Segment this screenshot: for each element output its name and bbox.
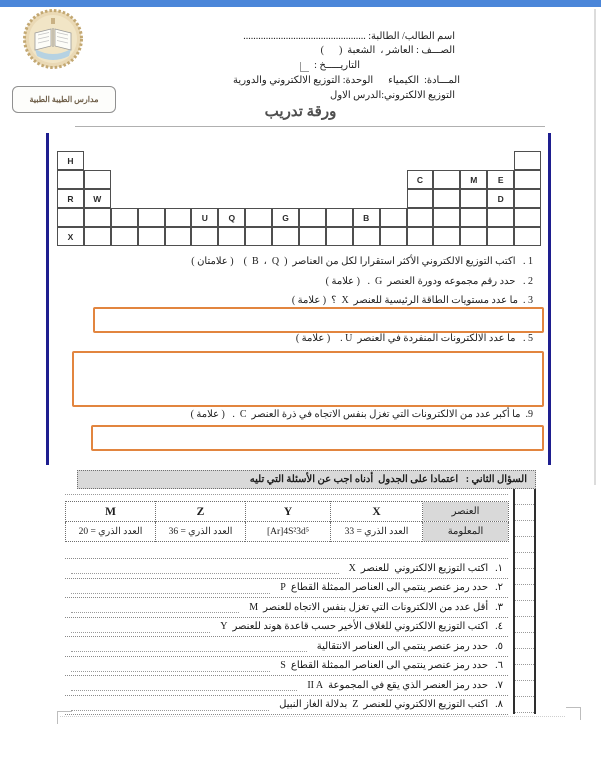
- left-navy-rail: [46, 133, 49, 465]
- pt-cell-r1c18: [514, 151, 541, 170]
- pt-cell-r5c8: [245, 227, 272, 246]
- dotted-divider: [65, 494, 508, 495]
- pt-cell-r3c18: [514, 189, 541, 208]
- answer-blank[interactable]: [71, 660, 270, 672]
- pt-cell-r4c15: [433, 208, 460, 227]
- question-row-8: [65, 696, 508, 716]
- top-blue-bar: [0, 0, 601, 7]
- question-row-2: [65, 579, 508, 599]
- question-text: حدد رمز عنصر ينتمي الى العناصر الممثلة القطاع S: [280, 660, 489, 672]
- pt-cell-r2c15: [433, 170, 460, 189]
- cell-text: M: [105, 505, 116, 518]
- pt-cell-r4c4: [138, 208, 165, 227]
- grade-section-line: الصـــف : العاشر ، الشعبة ( ): [320, 45, 455, 56]
- pt-cell-r4c13: [380, 208, 407, 227]
- pt-cell-r5c5: [165, 227, 192, 246]
- pt-cell-r5c2: [84, 227, 111, 246]
- question-row-6: [65, 657, 508, 677]
- cell-text: Y: [283, 505, 293, 518]
- table-value-cell: [423, 522, 509, 542]
- pt-cell-D: D: [487, 189, 514, 208]
- answer-blank[interactable]: [71, 582, 270, 594]
- right-navy-rail: [548, 133, 551, 465]
- question-row-3: [65, 598, 508, 618]
- question-row-7: [65, 676, 508, 696]
- answer-blank[interactable]: [71, 601, 239, 613]
- table-value-cell: [156, 522, 246, 542]
- margin-strip-row: [515, 665, 534, 681]
- question-number: ٥.: [495, 640, 503, 652]
- question-text: حدد رمز عنصر ينتمي الى العناصر الممثلة القطاع P: [280, 582, 489, 594]
- pt-cell-X: X: [57, 227, 84, 246]
- margin-strip-row: [515, 521, 534, 537]
- answer-blank[interactable]: [71, 621, 210, 633]
- pt-cell-M: M: [460, 170, 487, 189]
- pt-cell-r5c13: [380, 227, 407, 246]
- pt-cell-r4c18: [514, 208, 541, 227]
- question-9: 9. ما أكبر عدد من الالكترونات التي تغزل بنفس الاتجاه في ذرة العنصر C . ( علامة ): [190, 409, 533, 420]
- pt-cell-r5c11: [326, 227, 353, 246]
- pt-cell-r4c2: [84, 208, 111, 227]
- question-row-5: [65, 637, 508, 657]
- page-edge-line: [594, 9, 596, 485]
- crop-mark-right: [566, 707, 581, 720]
- table-header-cell: [246, 502, 331, 522]
- pt-cell-r3c14: [407, 189, 434, 208]
- pt-cell-G: G: [272, 208, 299, 227]
- answer-blank[interactable]: [71, 640, 307, 652]
- pt-cell-r4c11: [326, 208, 353, 227]
- table-header-cell: [423, 502, 509, 522]
- question-1: 1 . اكتب التوزيع الالكتروني الأكثر استقرارا لكل من العناصر ( B ، Q ) ( علامتان ): [191, 256, 533, 267]
- pt-cell-r5c16: [460, 227, 487, 246]
- cell-text: [Ar]4S²3d⁵: [266, 526, 310, 537]
- question-5: 5 . ما عدد الالكترونات المنفردة في العنصر U . ( علامة ): [295, 333, 533, 344]
- pt-cell-r5c14: [407, 227, 434, 246]
- cell-text: العنصر: [451, 506, 480, 517]
- pt-cell-r4c3: [111, 208, 138, 227]
- question-text: اكتب التوزيع الالكتروني للغلاف الأخير حسب قاعدة هوند للعنصر Y: [220, 621, 489, 633]
- question-row-4: [65, 618, 508, 638]
- cell-text: العدد الذري = 33: [344, 527, 409, 537]
- pt-cell-r2c2: [84, 170, 111, 189]
- pt-cell-r4c16: [460, 208, 487, 227]
- table-header-cell: [331, 502, 423, 522]
- school-badge-label: مدارس الطيبة الطبية: [29, 95, 99, 104]
- cell-text: المعلومة: [447, 526, 484, 537]
- question-number: ٦.: [495, 660, 503, 672]
- question-number: ١.: [495, 562, 503, 574]
- question-number: ٣.: [495, 601, 503, 613]
- date-line: التاريـــــخ :: [314, 60, 360, 71]
- pt-cell-r4c8: [245, 208, 272, 227]
- table-header-cell: [66, 502, 156, 522]
- margin-strip-row: [515, 601, 534, 617]
- info-table-body: [66, 502, 509, 542]
- page-title: ورقة تدريب: [264, 104, 337, 120]
- pt-cell-W: W: [84, 189, 111, 208]
- question-number: ٢.: [495, 582, 503, 594]
- periodic-table: [57, 151, 541, 246]
- cell-text: العدد الذري = 36: [168, 527, 233, 537]
- question-2: 2 . حدد رقم مجموعه ودورة العنصر G . ( علامة ): [325, 276, 533, 287]
- pt-cell-r5c4: [138, 227, 165, 246]
- pt-cell-r2c18: [514, 170, 541, 189]
- pt-cell-E: E: [487, 170, 514, 189]
- answer-box-2[interactable]: [72, 351, 544, 407]
- subject-unit-line: المـــادة: الكيمياء الوحدة: التوزيع الالكتروني والدورية: [233, 75, 460, 86]
- pt-cell-U: U: [191, 208, 218, 227]
- answer-box-3[interactable]: [91, 425, 544, 451]
- pt-cell-r4c10: [299, 208, 326, 227]
- pt-cell-r2c1: [57, 170, 84, 189]
- pt-cell-H: H: [57, 151, 84, 170]
- margin-strip-row: [515, 649, 534, 665]
- margin-strip-row: [515, 537, 534, 553]
- cell-text: Z: [196, 505, 205, 518]
- table-header-cell: [156, 502, 246, 522]
- question-text: أقل عدد من الالكترونات التي تغزل بنفس الاتجاه للعنصر M: [249, 601, 489, 613]
- margin-strip-row: [515, 697, 534, 713]
- question-number: ٨.: [495, 699, 503, 711]
- cell-text: العدد الذري = 20: [78, 527, 143, 537]
- answer-blank[interactable]: [71, 679, 297, 691]
- question-number: ٧.: [495, 679, 503, 691]
- pt-cell-r4c17: [487, 208, 514, 227]
- margin-strip-row: [515, 505, 534, 521]
- margin-strip-row: [515, 569, 534, 585]
- margin-strip-row: [515, 617, 534, 633]
- pt-cell-r3c16: [460, 189, 487, 208]
- cell-text: X: [372, 505, 381, 518]
- pt-cell-r5c10: [299, 227, 326, 246]
- table-value-cell: [246, 522, 331, 542]
- info-table-value-row: [66, 522, 509, 542]
- pt-cell-r5c6: [191, 227, 218, 246]
- question-text: اكتب التوزيع الالكتروني للعنصر X: [348, 562, 489, 574]
- question-text: حدد رمز عنصر ينتمي الى العناصر الانتقالية: [316, 640, 489, 652]
- info-table: [65, 501, 509, 542]
- pt-cell-r3c15: [433, 189, 460, 208]
- pt-cell-r4c14: [407, 208, 434, 227]
- margin-strip-row: [515, 633, 534, 649]
- answer-blank[interactable]: [71, 699, 269, 711]
- answer-blank[interactable]: [71, 562, 339, 574]
- margin-strip: [513, 489, 536, 714]
- margin-strip-row: [515, 553, 534, 569]
- question-3: 3 . ما عدد مستويات الطاقة الرئيسية للعنصر X ؟ ( علامة ): [291, 295, 533, 306]
- pt-cell-r5c3: [111, 227, 138, 246]
- pt-cell-r5c12: [353, 227, 380, 246]
- student-name-line: اسم الطالب/ الطالبة: .................................................: [243, 31, 455, 42]
- bottom-dotted-line: [60, 716, 565, 717]
- table-corner-mark: [300, 62, 309, 72]
- margin-strip-row: [515, 681, 534, 697]
- question-list: [65, 558, 508, 715]
- section2-header: السؤال الثاني : اعتمادا على الجدول أدناه اجب عن الأسئلة التي تليه: [77, 470, 536, 489]
- info-table-header-row: [66, 502, 509, 522]
- crop-mark-left: [57, 711, 72, 724]
- question-text: حدد رمز العنصر الذي يقع في المجموعة II A: [307, 679, 489, 691]
- pt-cell-r4c5: [165, 208, 192, 227]
- pt-cell-r5c18: [514, 227, 541, 246]
- pt-cell-Q: Q: [218, 208, 245, 227]
- school-logo-icon: [22, 8, 84, 70]
- pt-cell-C: C: [407, 170, 434, 189]
- pt-cell-r5c7: [218, 227, 245, 246]
- table-value-cell: [66, 522, 156, 542]
- answer-box-1[interactable]: [93, 307, 544, 333]
- pt-cell-r5c17: [487, 227, 514, 246]
- question-text: اكتب التوزيع الالكتروني للعنصر Z بدلالة الغاز النبيل: [279, 699, 489, 711]
- margin-strip-row: [515, 585, 534, 601]
- pt-cell-B: B: [353, 208, 380, 227]
- pt-cell-r4c1: [57, 208, 84, 227]
- margin-strip-row: [515, 489, 534, 505]
- pt-cell-r5c9: [272, 227, 299, 246]
- question-number: ٤.: [495, 621, 503, 633]
- lesson-line: التوزيع الالكتروني:الدرس الاول: [330, 90, 455, 101]
- question-row-1: [65, 559, 508, 579]
- title-divider: [75, 126, 545, 127]
- pt-cell-R: R: [57, 189, 84, 208]
- table-value-cell: [331, 522, 423, 542]
- pt-cell-r5c15: [433, 227, 460, 246]
